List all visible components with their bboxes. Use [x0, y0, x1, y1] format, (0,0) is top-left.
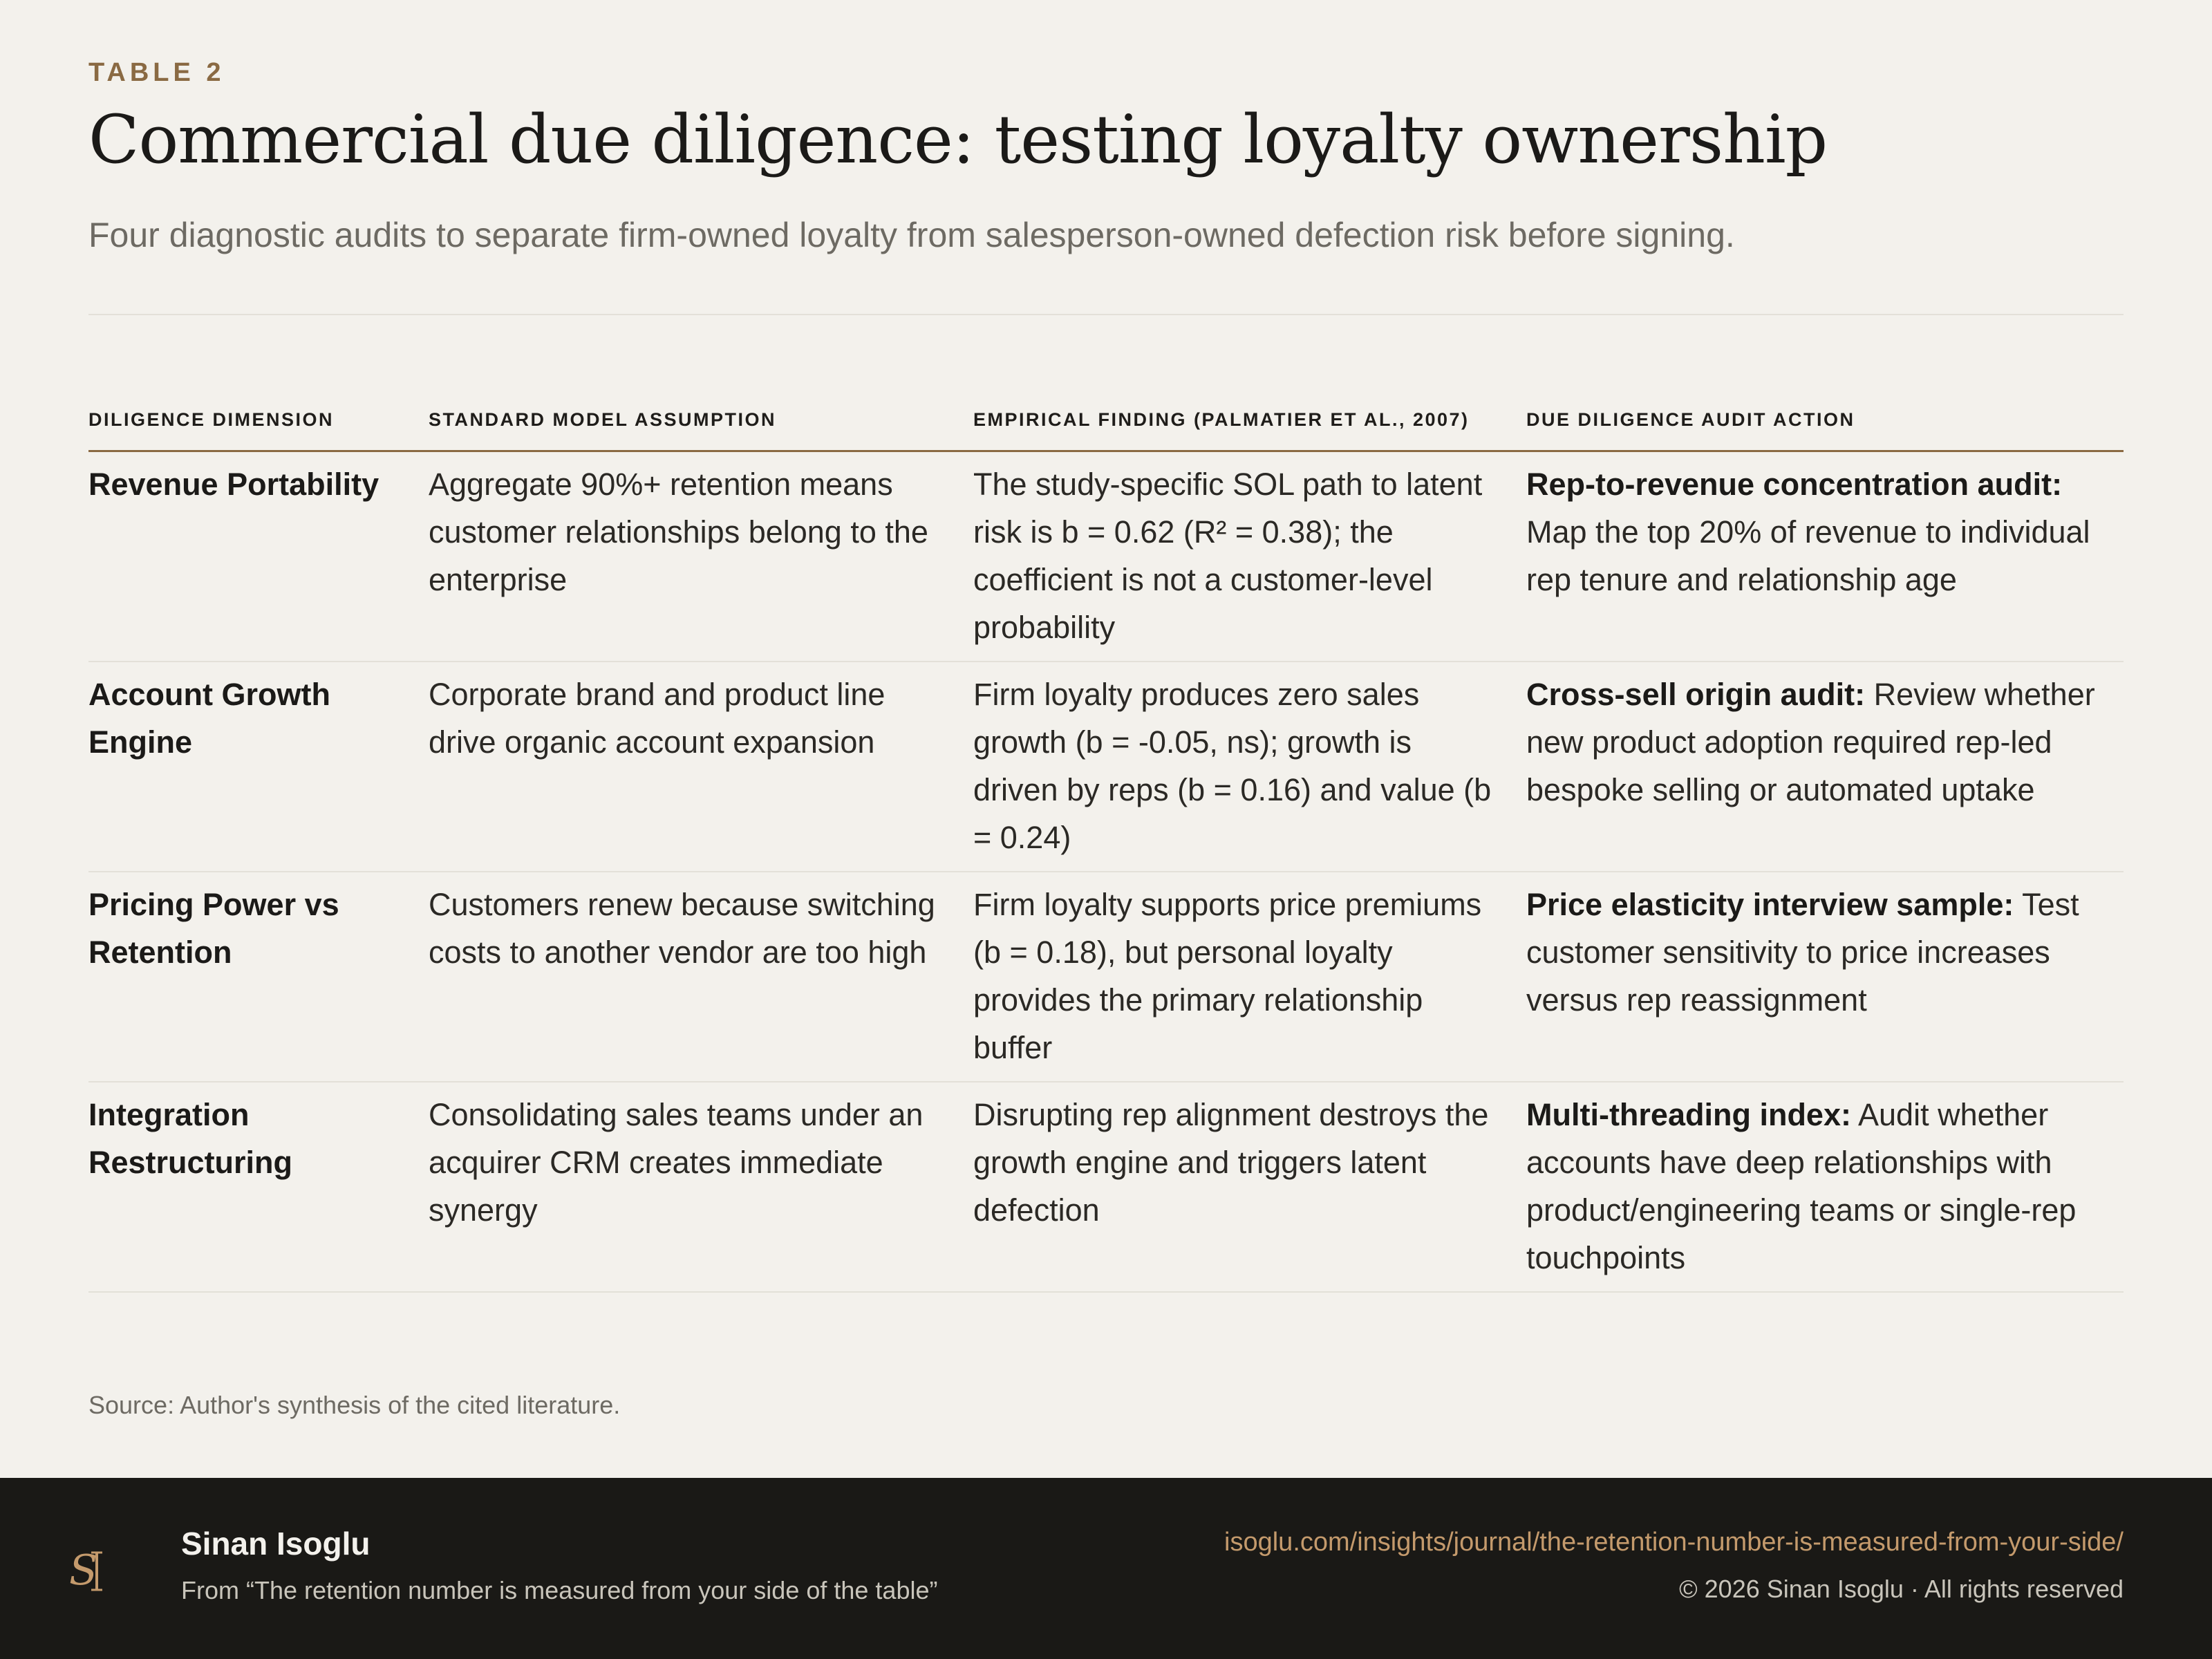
- finding-cell: Disrupting rep alignment destroys the growth engine and triggers latent defection: [973, 1082, 1526, 1292]
- dimension-cell: Revenue Portability: [88, 451, 429, 662]
- action-title: Rep-to-revenue concentration audit:: [1526, 467, 2063, 502]
- action-text: Map the top 20% of revenue to individual rep tenure and relationship age: [1526, 514, 2090, 597]
- assumption-cell: Consolidating sales teams under an acquirer CRM creates immediate synergy: [429, 1082, 973, 1292]
- dimension-cell: Account Growth Engine: [88, 662, 429, 872]
- copyright: © 2026 Sinan Isoglu · All rights reserved: [1679, 1575, 2124, 1603]
- finding-cell: The study-specific SOL path to latent risk is b = 0.62 (R² = 0.38); the coefficient is not a customer-level probability: [973, 451, 1526, 662]
- si-monogram-logo: [65, 1539, 120, 1601]
- action-title: Multi-threading index:: [1526, 1097, 1851, 1132]
- action-text: Audit whether accounts have deep relationships with product/engineering teams or single-rep touchpoints: [1526, 1097, 2077, 1275]
- svg-text:S: S: [69, 1546, 98, 1595]
- action-text: Test customer sensitivity to price increases versus rep reassignment: [1526, 887, 2079, 1018]
- dimension-cell: Integration Restructuring: [88, 1082, 429, 1292]
- table-row: [88, 872, 2124, 1082]
- page-subtitle: Four diagnostic audits to separate firm-owned loyalty from salesperson-owned defection risk before signing.: [88, 216, 1735, 254]
- column-header: DILIGENCE DIMENSION: [88, 394, 429, 451]
- diligence-table: [88, 394, 2124, 1293]
- column-header: STANDARD MODEL ASSUMPTION: [429, 394, 973, 451]
- table-row: [88, 1082, 2124, 1292]
- author-name: Sinan Isoglu: [181, 1526, 371, 1562]
- action-title: Cross-sell origin audit:: [1526, 677, 1866, 712]
- footer: [0, 1478, 2212, 1659]
- assumption-cell: Aggregate 90%+ retention means customer relationships belong to the enterprise: [429, 451, 973, 662]
- action-text: Review whether new product adoption required rep-led bespoke selling or automated uptake: [1526, 677, 2095, 807]
- article-reference: From “The retention number is measured from your side of the table”: [181, 1576, 938, 1604]
- action-title: Price elasticity interview sample:: [1526, 887, 2014, 922]
- action-cell: [1526, 662, 2124, 872]
- action-cell: [1526, 872, 2124, 1082]
- assumption-cell: Corporate brand and product line drive organic account expansion: [429, 662, 973, 872]
- assumption-cell: Customers renew because switching costs to another vendor are too high: [429, 872, 973, 1082]
- source-note: Source: Author's synthesis of the cited literature.: [88, 1391, 621, 1419]
- table-eyebrow: TABLE 2: [88, 58, 225, 87]
- page-title: Commercial due diligence: testing loyalty ownership: [88, 101, 1828, 178]
- article-link[interactable]: isoglu.com/insights/journal/the-retention-number-is-measured-from-your-side/: [1224, 1528, 2124, 1557]
- column-header: EMPIRICAL FINDING (PALMATIER ET AL., 2007): [973, 394, 1526, 451]
- finding-cell: Firm loyalty supports price premiums (b = 0.18), but personal loyalty provides the primary relationship buffer: [973, 872, 1526, 1082]
- table-header-row: [88, 394, 2124, 451]
- finding-cell: Firm loyalty produces zero sales growth (b = -0.05, ns); growth is driven by reps (b = 0.16) and value (b = 0.24): [973, 662, 1526, 872]
- column-header: DUE DILIGENCE AUDIT ACTION: [1526, 394, 2124, 451]
- action-cell: [1526, 1082, 2124, 1292]
- divider: [88, 314, 2124, 315]
- action-cell: [1526, 451, 2124, 662]
- dimension-cell: Pricing Power vs Retention: [88, 872, 429, 1082]
- table-row: [88, 451, 2124, 662]
- table-row: [88, 662, 2124, 872]
